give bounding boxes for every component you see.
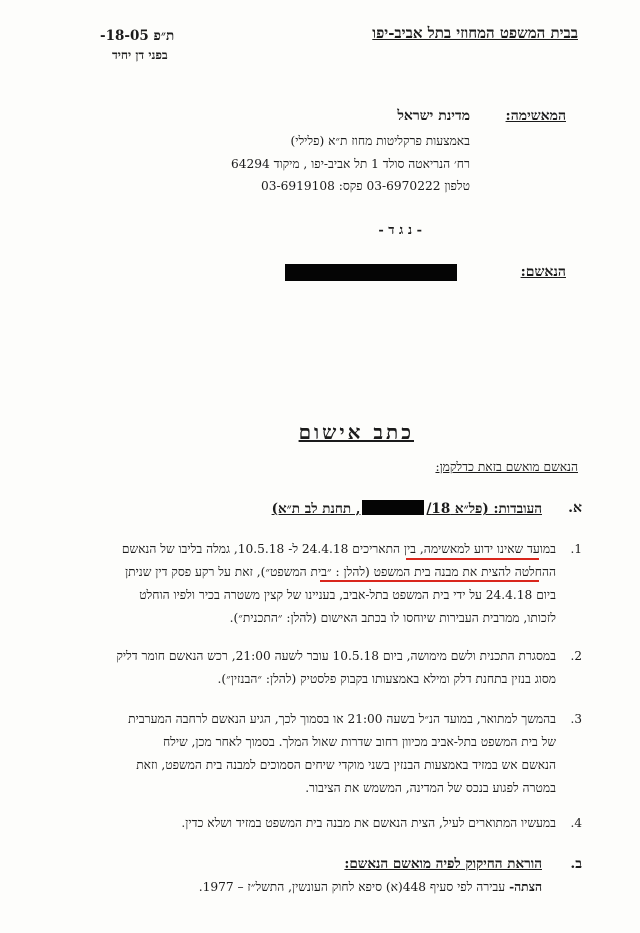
defendant-name-redaction [285,264,457,281]
fact-1-line-4: לזכותו, ממרבית העבירות שיוחסו לו בכתב האישום (להלן: ״התכנית״). [229,611,556,625]
fact-1-line-2: ההחלטה להצית את מבנה בית המשפט (להלן : ״בית המשפט״), זאת על רקע פסק דין שניתן [125,565,556,579]
prosecution-address: רח׳ הנריאטה סולד 1 תל אביב-יפו , מיקוד 64294 [230,157,470,171]
fact-3-line-1: בהמשך למתואר, במועד הנ״ל בשעה 21:00 או בסמוך לכך, הגיע הנאשם לרחבה המערבית [128,712,556,726]
fact-4-number: .4 [570,816,582,830]
section-a-heading-suffix: , תחנת לב ת״א) [271,501,361,517]
fact-4-line-1: במעשיו המתוארים לעיל, הצית הנאשם את מבנה בית המשפט במזיד ושלא כדין. [181,816,556,830]
fact-3-line-2: של בית המשפט בתל-אביב מכיוון רחוב שדרות שאול המלך. בסמוך לאחר מכן, שילח [162,735,556,749]
charge-line [199,880,542,895]
prosecution-office: באמצעות פרקליטות מחוז ת״א (פלילי) [290,134,470,148]
section-a-heading-prefix: העובדות: (פל״א 18/ [426,501,542,517]
case-number-redaction [362,500,424,515]
prosecution-name: מדינת ישראל [397,108,470,124]
defendant-label: הנאשם: [520,264,566,280]
fact-1-line-1: במועד שאינו ידוע למאשימה, בין התאריכים 24.4.18 ל- 10.5.18, גמלה בליבו של הנאשם [121,542,556,556]
fact-2-line-2: מסוג בנזין בתחנת דלק ומילא באמצעותו בקבוק פלסטיק (להלן: ״הבנזין״). [217,672,556,686]
fact-3-line-4: במטרה לפגוע בנכס של המדינה, המשמש את הציבור. [305,781,556,795]
fact-2-number: .2 [570,649,582,663]
section-a-letter: א. [568,500,582,516]
section-a-heading [272,500,542,517]
fact-3-number: .3 [570,712,582,726]
versus-line: - נ ג ד - [378,223,422,238]
red-underline-2 [320,580,539,582]
section-b-heading: הוראת החיקוק לפיה מואשם הנאשם: [344,856,542,872]
red-underline-1 [406,558,539,560]
judge-line: בפני דן יחיד [112,48,168,62]
case-number: ת״פ 18-05- [100,28,175,44]
prosecution-label: המאשימה: [505,108,566,124]
prosecution-phone: טלפון 03-6970222 פקס: 03-6919108 [260,179,470,193]
charge-text: עבירה לפי סעיף 448(א) סיפא לחוק העונשין, התשל״ז – 1977. [198,880,510,894]
fact-1-number: .1 [570,542,582,556]
charge-label: הצתה- [509,880,542,894]
court-name: בבית המשפט המחוזי בתל אביב-יפו [372,24,578,42]
section-b-letter: ב. [570,856,582,872]
fact-2-line-1: במסגרת התכנית ולשם מימושה, ביום 10.5.18 עובר לשעה 21:00, רכש הנאשם חומר דליק [116,649,556,663]
document-title: כתב אישום [298,420,414,444]
fact-1-line-3: ביום 24.4.18 על ידי בית המשפט בתל-אביב, בעניינו של קצין משטרה בכיר ולפיו הוחלט [139,588,556,602]
fact-3-line-3: הנאשם אש במזיד באמצעות הבנזין בשני מוקדי שיחים הסמוכים למבנה בית המשפט, וזאת [136,758,556,772]
intro-line: הנאשם מואשם בזאת כדלקמן: [435,460,578,474]
